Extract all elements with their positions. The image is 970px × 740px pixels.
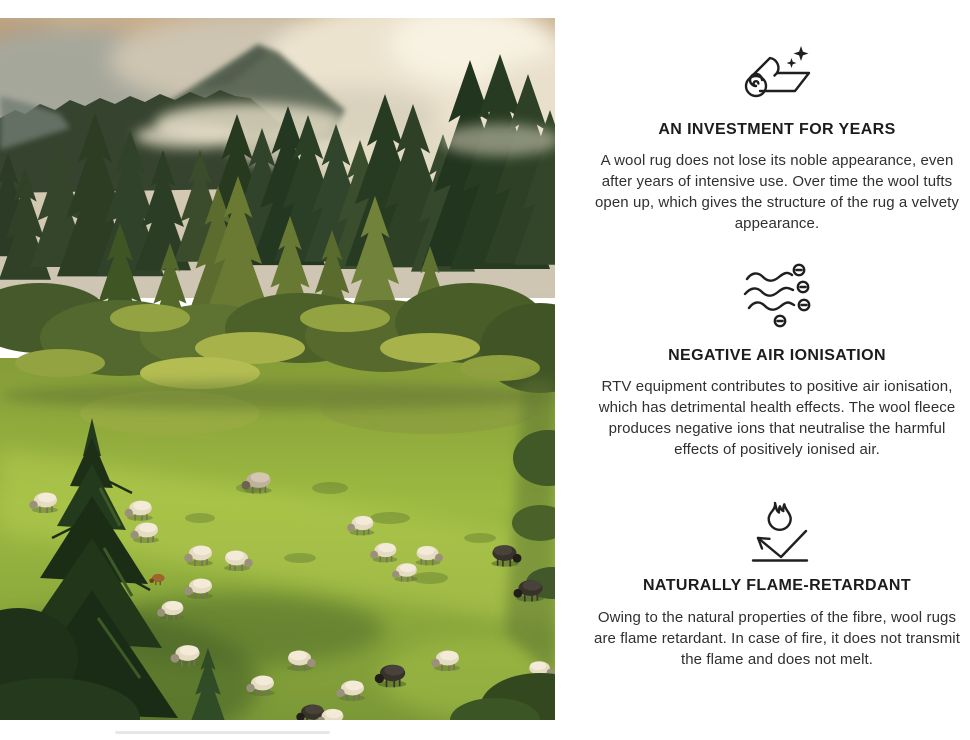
feature-heading: AN INVESTMENT FOR YEARS bbox=[658, 121, 896, 138]
air-ionisation-icon bbox=[743, 263, 811, 330]
feature-ionisation bbox=[592, 234, 962, 460]
feature-heading: NEGATIVE AIR IONISATION bbox=[668, 347, 886, 364]
feature-investment bbox=[592, 18, 962, 234]
page-bottom-artifact bbox=[115, 731, 330, 734]
feature-heading: NATURALLY FLAME-RETARDANT bbox=[642, 577, 912, 594]
feature-column bbox=[592, 18, 962, 670]
feature-body: A wool rug does not lose its noble appearance, even after years of intensive use. Over time the wool tufts open up, which gives the structure of the rug a velvety appearance. bbox=[594, 152, 960, 232]
feature-body: Owing to the natural properties of the fibre, wool rugs are flame retardant. In case of fire, it does not transmit the flame and does not melt. bbox=[594, 609, 960, 668]
flame-retardant-icon bbox=[742, 497, 812, 563]
meadow-photo bbox=[0, 18, 555, 720]
feature-body: RTV equipment contributes to positive air ionisation, which has detrimental health effects. The wool fleece produces negative ions that neutralise the harmful effects of positively ionised air. bbox=[598, 378, 956, 458]
meadow-photo-scene bbox=[0, 18, 555, 720]
rolled-rug-icon bbox=[739, 45, 815, 107]
feature-flame-retardant bbox=[592, 460, 962, 670]
